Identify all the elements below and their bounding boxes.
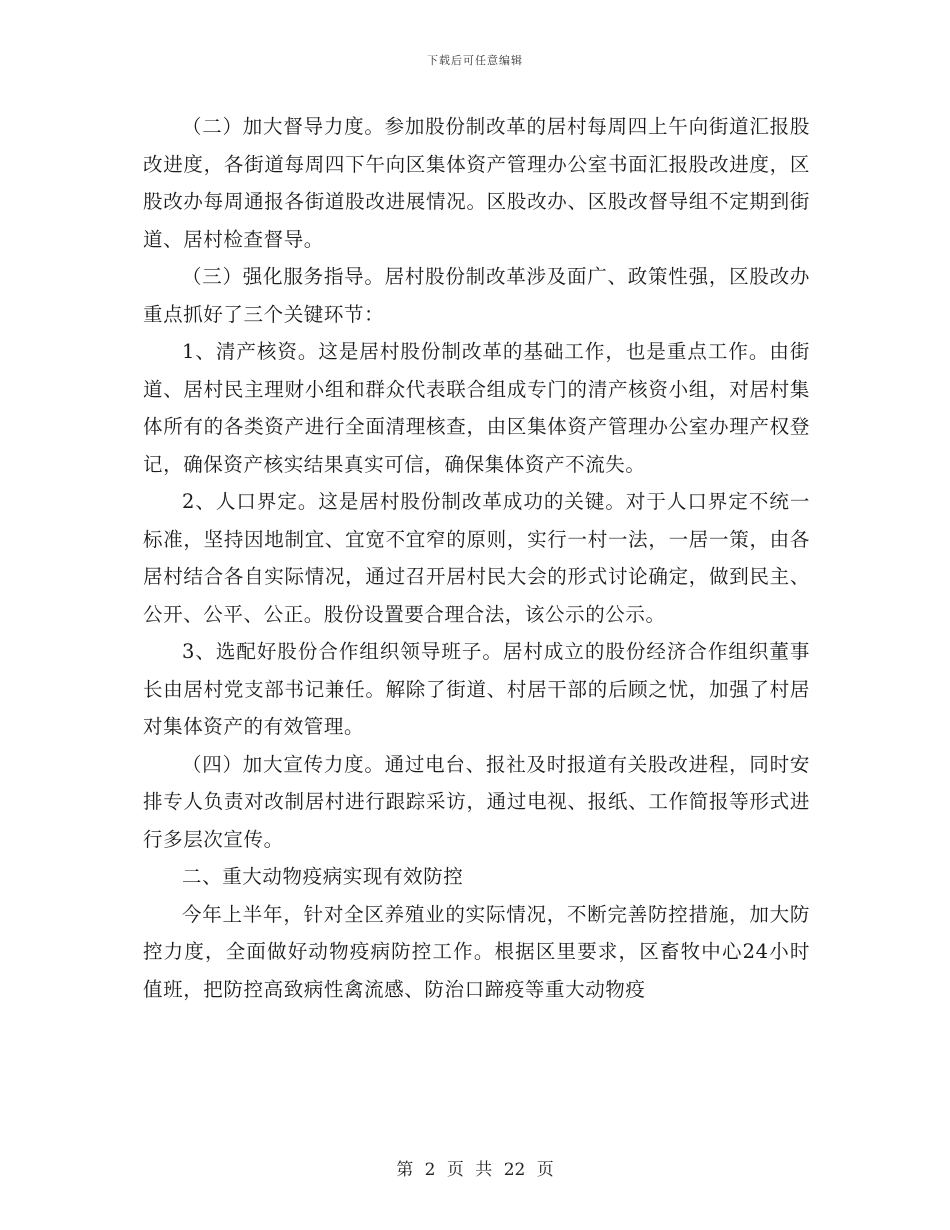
- page-header: 下载后可任意编辑: [427, 54, 523, 67]
- paragraph-asset-verification: 1、清产核资。这是居村股份制改革的基础工作，也是重点工作。由街道、居村民主理财小组和群众代表联合组成专门的清产核资小组，对居村集体所有的各类资产进行全面清理核查，由区集体资产管理办公室办理产权登记，确保资产核实结果真实可信，确保集体资产不流失。: [143, 340, 810, 476]
- paragraph-population-definition: 2、人口界定。这是居村股份制改革成功的关键。对于人口界定不统一标准，坚持因地制宜、宜宽不宜窄的原则，实行一村一法，一居一策，由各居村结合各自实际情况，通过召开居村民大会的形式讨论确定，做到民主、公开、公平、公正。股份设置要合理合法，该公示的公示。: [143, 490, 810, 626]
- paragraph-supervision: （二）加大督导力度。参加股份制改革的居村每周四上午向街道汇报股改进度，各街道每周四下午向区集体资产管理办公室书面汇报股改进度，区股改办每周通报各街道股改进展情况。区股改办、区股改督导组不定期到街道、居村检查督导。: [143, 115, 810, 251]
- paragraph-service-guidance: （三）强化服务指导。居村股份制改革涉及面广、政策性强，区股改办重点抓好了三个关键环节：: [143, 265, 810, 326]
- section-heading-epidemic: 二、重大动物疫病实现有效防控: [182, 865, 464, 888]
- paragraph-leadership: 3、选配好股份合作组织领导班子。居村成立的股份经济合作组织董事长由居村党支部书记兼任。解除了街道、村居干部的后顾之忧，加强了村居对集体资产的有效管理。: [143, 640, 810, 738]
- document-body: [143, 108, 810, 1008]
- paragraph-epidemic-control: 今年上半年，针对全区养殖业的实际情况，不断完善防控措施，加大防控力度，全面做好动物疫病防控工作。根据区里要求，区畜牧中心24小时值班，把防控高致病性禽流感、防治口蹄疫等重大动物疫: [143, 902, 810, 1001]
- paragraph-publicity: （四）加大宣传力度。通过电台、报社及时报道有关股改进程，同时安排专人负责对改制居村进行跟踪采访，通过电视、报纸、工作简报等形式进行多层次宣传。: [143, 752, 810, 851]
- page-number-footer: 第 2 页 共 22 页: [396, 1160, 554, 1180]
